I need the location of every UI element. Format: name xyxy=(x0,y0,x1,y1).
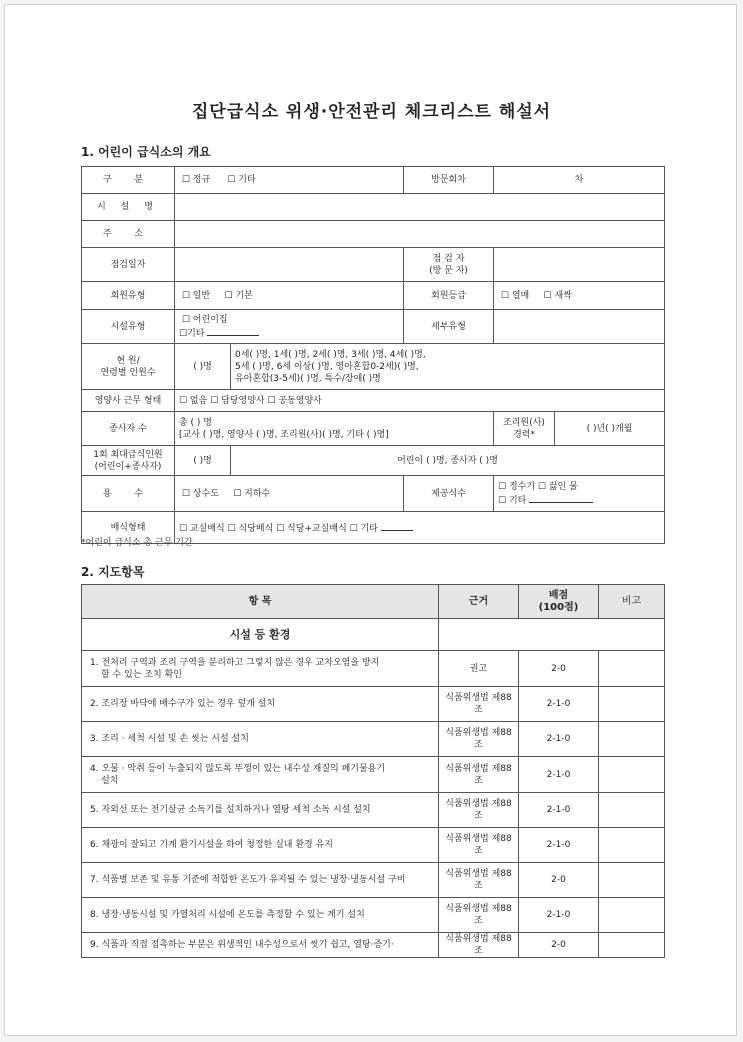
headcount-line-1: 0세( )명, 1세( )명, 2세( )명, 3세( )명, 4세( )명, xyxy=(235,349,426,360)
cook-career-label-2: 경력* xyxy=(513,429,535,440)
facility-other-blank[interactable] xyxy=(207,326,259,336)
footnote: *어린이 급식소 총 근무 기간 xyxy=(81,538,193,548)
inspector-value[interactable] xyxy=(494,248,665,282)
row-facility-name xyxy=(82,194,665,221)
table-row xyxy=(82,828,665,863)
item-remark[interactable] xyxy=(599,793,665,828)
subheader-blank xyxy=(439,619,665,651)
water-opt-tap[interactable]: ☐ 상수도 xyxy=(181,488,219,499)
max-meals-detail[interactable]: 어린이 ( )명, 종사자 ( )명 xyxy=(231,446,665,476)
item-text: 7. 식품별 보존 및 유통 기준에 적합한 온도가 유지될 수 있는 냉장·냉동시설 구비 xyxy=(82,863,439,898)
row-inspection-date xyxy=(82,248,665,282)
cook-career-value[interactable]: ( )년( )개월 xyxy=(555,412,665,446)
facility-type-label: 시설유형 xyxy=(82,310,175,344)
table-row xyxy=(82,898,665,933)
inspector-label-1: 점 검 자 xyxy=(432,253,465,264)
item-remark[interactable] xyxy=(599,828,665,863)
headcount-label xyxy=(82,344,175,390)
item-text: 6. 채광이 잘되고 기계 환기시설을 하여 청정한 실내 환경 유지 xyxy=(82,828,439,863)
subtype-value[interactable] xyxy=(494,310,665,344)
facility-type-options xyxy=(175,310,404,344)
drinking-water-opt-1[interactable]: ☐ 정수기 ☐ 끓인 물 xyxy=(498,481,578,492)
staff-line-2: [교사 ( )명, 영양사 ( )명, 조리원(사)( )명, 기타 ( )명] xyxy=(179,429,389,440)
headcount-total[interactable]: ( )명 xyxy=(175,344,231,390)
headcount-label-1: 현 원/ xyxy=(116,355,140,366)
row-facility-type xyxy=(82,310,665,344)
row-address xyxy=(82,221,665,248)
member-opt-general[interactable]: ☐ 일반 xyxy=(181,290,211,301)
cook-career-label xyxy=(494,412,555,446)
subheader-environment: 시설 등 환경 xyxy=(82,619,439,651)
item-remark[interactable] xyxy=(599,651,665,687)
member-opt-basic[interactable]: ☐ 기본 xyxy=(224,290,253,301)
header-score-2: (100점) xyxy=(538,601,579,613)
item-text-line-1: 1. 전처리 구역과 조리 구역을 분리하고 그렇지 않은 경우 교차오염을 방지 xyxy=(90,657,380,668)
serving-other-blank[interactable] xyxy=(381,521,413,531)
row-gubun xyxy=(82,167,665,194)
item-text: 5. 자외선 또는 전기살균 소독기를 설치하거나 열탕 세척 소독 시설 설치 xyxy=(82,793,439,828)
table-row xyxy=(82,687,665,722)
staff-detail[interactable] xyxy=(175,412,494,446)
header-remark: 비고 xyxy=(599,585,665,619)
item-score[interactable]: 2-1-0 xyxy=(519,722,599,757)
item-remark[interactable] xyxy=(599,757,665,793)
header-score-1: 배점 xyxy=(548,589,569,601)
inspection-date-value[interactable] xyxy=(175,248,404,282)
item-remark[interactable] xyxy=(599,933,665,958)
headcount-label-2: 연령별 인원수 xyxy=(100,367,156,378)
inspector-label xyxy=(404,248,494,282)
item-text: 2. 조리장 바닥에 배수구가 있는 경우 덮개 설치 xyxy=(82,687,439,722)
staff-line-1: 총 ( ) 명 xyxy=(179,417,212,428)
facility-opt-daycare[interactable]: ☐ 어린이집 xyxy=(181,314,228,325)
item-basis: 식품위생법 제88조 xyxy=(439,898,519,933)
subheader-row xyxy=(82,619,665,651)
serving-label: 배식형태 xyxy=(82,512,175,544)
row-water xyxy=(82,476,665,512)
grade-opt-sprout[interactable]: ☐ 새싹 xyxy=(543,290,572,301)
item-text xyxy=(82,757,439,793)
item-text-line-2: 할 수 있는 조치 확인 xyxy=(101,669,182,680)
item-remark[interactable] xyxy=(599,687,665,722)
grade-options xyxy=(494,282,665,310)
row-member xyxy=(82,282,665,310)
staff-label: 종사자 수 xyxy=(82,412,175,446)
cook-career-label-1: 조리원(사) xyxy=(503,417,545,428)
guidance-header-row xyxy=(82,585,665,619)
header-basis: 근거 xyxy=(439,585,519,619)
item-score[interactable]: 2-0 xyxy=(519,933,599,958)
item-text-line-1: 4. 오물 · 악취 등이 누출되지 않도록 뚜껑이 있는 내수성 재질의 폐기물용기 xyxy=(90,763,386,774)
item-text: 3. 조리 · 세척 시설 및 손 씻는 시설 설치 xyxy=(82,722,439,757)
item-basis: 권고 xyxy=(439,651,519,687)
max-meals-label-2: (어린이+종사자) xyxy=(94,461,162,472)
header-item: 항 목 xyxy=(82,585,439,619)
facility-name-label: 시 설 명 xyxy=(82,194,175,221)
overview-table xyxy=(81,166,665,544)
grade-label: 회원등급 xyxy=(404,282,494,310)
item-basis: 식품위생법 제88조 xyxy=(439,828,519,863)
water-opt-ground[interactable]: ☐ 지하수 xyxy=(233,488,271,499)
gubun-opt-other[interactable]: ☐ 기타 xyxy=(227,175,256,185)
max-meals-total[interactable]: ( )명 xyxy=(175,446,231,476)
item-text-line-2: 설치 xyxy=(101,775,119,786)
subtype-label: 세부유형 xyxy=(404,310,494,344)
table-row xyxy=(82,757,665,793)
member-label: 회원유형 xyxy=(82,282,175,310)
section2-heading: 2. 지도항목 xyxy=(81,565,145,579)
headcount-line-2: 5세 ( )명, 6세 이상( )명, 영아혼합0-2세)( )명, xyxy=(235,361,419,372)
row-nutritionist xyxy=(82,390,665,412)
item-score[interactable]: 2-1-0 xyxy=(519,687,599,722)
facility-opt-other[interactable]: ☐기타 xyxy=(179,328,205,339)
section1-heading: 1. 어린이 급식소의 개요 xyxy=(81,145,211,159)
nutritionist-label: 영양사 근무 형태 xyxy=(82,390,175,412)
header-score xyxy=(519,585,599,619)
item-basis: 식품위생법 제88조 xyxy=(439,687,519,722)
drinking-water-opt-other[interactable]: ☐ 기타 xyxy=(498,495,527,506)
headcount-ages[interactable] xyxy=(231,344,665,390)
item-remark[interactable] xyxy=(599,863,665,898)
item-score[interactable]: 2-1-0 xyxy=(519,898,599,933)
gubun-label: 구 분 xyxy=(82,167,175,194)
serving-options-text[interactable]: ☐ 교실배식 ☐ 식당배식 ☐ 식당+교실배식 ☐ 기타 xyxy=(179,523,378,534)
gubun-options xyxy=(175,167,404,194)
item-text: 8. 냉장·냉동시설 및 가열처리 시설에 온도를 측정할 수 있는 계기 설치 xyxy=(82,898,439,933)
drinking-water-label: 제공식수 xyxy=(404,476,494,512)
item-score[interactable]: 2-0 xyxy=(519,863,599,898)
water-label: 용 수 xyxy=(82,476,175,512)
grade-opt-fruit[interactable]: ☐ 열매 xyxy=(500,290,530,301)
document-page xyxy=(4,4,737,1036)
table-row xyxy=(82,793,665,828)
table-row xyxy=(82,651,665,687)
item-basis: 식품위생법 제88조 xyxy=(439,793,519,828)
inspector-label-2: (방 문 자) xyxy=(429,265,468,276)
row-staff xyxy=(82,412,665,446)
item-basis: 식품위생법 제88조 xyxy=(439,863,519,898)
address-value[interactable] xyxy=(175,221,665,248)
item-score[interactable]: 2-1-0 xyxy=(519,757,599,793)
item-remark[interactable] xyxy=(599,898,665,933)
table-row xyxy=(82,722,665,757)
nutritionist-options[interactable]: ☐ 없음 ☐ 담당영양사 ☐ 공동영양사 xyxy=(175,390,665,412)
max-meals-label xyxy=(82,446,175,476)
water-options xyxy=(175,476,404,512)
address-label: 주 소 xyxy=(82,221,175,248)
item-text: 9. 식품과 직접 접촉하는 부분은 위생적인 내수성으로서 씻기 쉽고, 열탕·증기· xyxy=(82,933,439,958)
item-basis: 식품위생법 제88조 xyxy=(439,933,519,958)
drinking-water-options xyxy=(494,476,665,512)
item-basis: 식품위생법 제88조 xyxy=(439,722,519,757)
gubun-opt-regular[interactable]: ☐ 정규 xyxy=(181,175,211,185)
row-max-meals xyxy=(82,446,665,476)
item-text xyxy=(82,651,439,687)
item-remark[interactable] xyxy=(599,722,665,757)
item-score[interactable]: 2-0 xyxy=(519,651,599,687)
row-headcount xyxy=(82,344,665,390)
headcount-line-3: 유아혼합(3-5세)( )명, 특수/장애( )명 xyxy=(235,373,381,384)
table-row xyxy=(82,933,665,958)
item-score[interactable]: 2-1-0 xyxy=(519,793,599,828)
visit-value[interactable]: 차 xyxy=(494,167,665,194)
item-basis: 식품위생법 제88조 xyxy=(439,757,519,793)
table-row xyxy=(82,863,665,898)
visit-label: 방문회차 xyxy=(404,167,494,194)
facility-name-value[interactable] xyxy=(175,194,665,221)
guidance-table xyxy=(81,584,665,958)
drinking-water-other-blank[interactable] xyxy=(529,493,593,503)
document-title: 집단급식소 위생·안전관리 체크리스트 해설서 xyxy=(191,102,552,122)
inspection-date-label: 점검일자 xyxy=(82,248,175,282)
item-score[interactable]: 2-1-0 xyxy=(519,828,599,863)
serving-options xyxy=(175,512,665,544)
max-meals-label-1: 1회 최대급식인원 xyxy=(93,449,163,460)
member-options xyxy=(175,282,404,310)
